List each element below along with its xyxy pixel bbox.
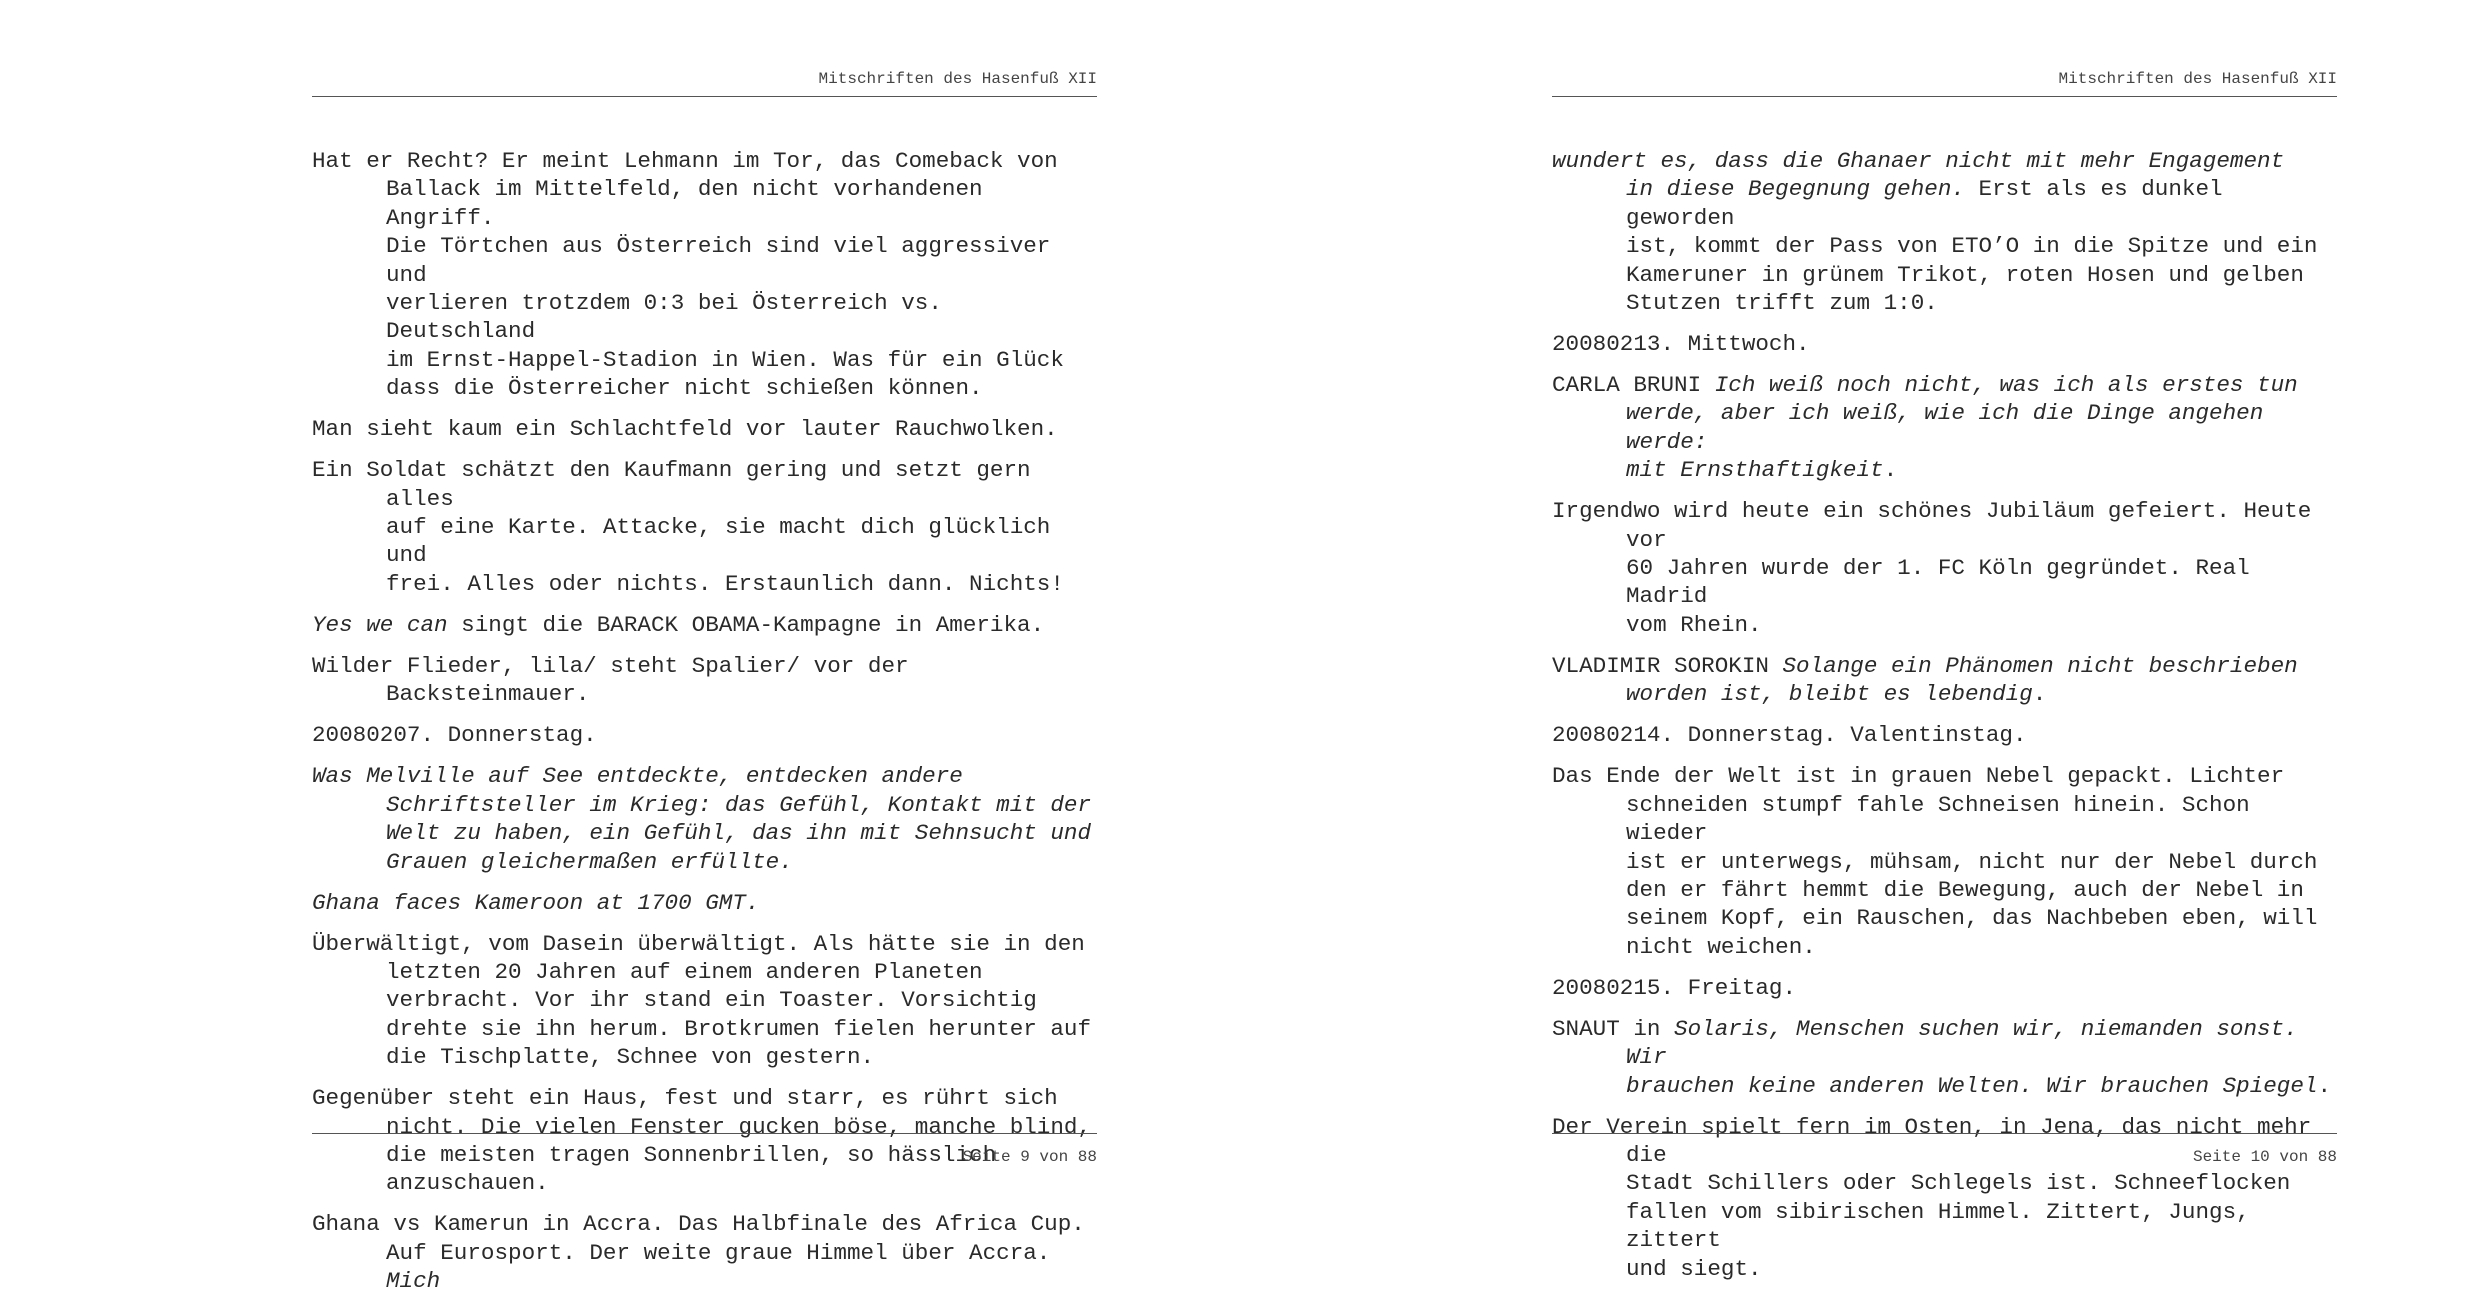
italic-text: Ghana faces Kameroon at 1700 GMT. bbox=[312, 889, 760, 916]
text-line: Gegenüber steht ein Haus, fest und starr, es rührt sich bbox=[312, 1085, 1058, 1112]
text-line: seinem Kopf, ein Rauschen, das Nachbeben eben, will bbox=[1626, 905, 2318, 932]
paragraph bbox=[1552, 497, 2337, 639]
page-footer: Seite 9 von 88 bbox=[312, 1133, 1097, 1166]
text-line: VLADIMIR SOROKIN bbox=[1552, 652, 1783, 679]
text-line: Stadt Schillers oder Schlegels ist. Schneeflocken bbox=[1626, 1170, 2291, 1197]
text-line: ist er unterwegs, mühsam, nicht nur der Nebel durch bbox=[1626, 848, 2318, 875]
text-line: . bbox=[2032, 681, 2047, 708]
paragraph bbox=[1552, 652, 2337, 709]
text-line: 20080207. Donnerstag. bbox=[312, 722, 597, 749]
text-line: Überwältigt, vom Dasein überwältigt. Als hätte sie in den bbox=[312, 930, 1085, 957]
text-line: Man sieht kaum ein Schlachtfeld vor lauter Rauchwolken. bbox=[312, 416, 1058, 443]
text-line: singt die BARACK OBAMA-Kampagne in Amerika. bbox=[447, 611, 1045, 638]
italic-text: Solaris, Menschen suchen wir, niemanden sonst. Wir bbox=[1626, 1015, 2298, 1071]
text-line: Wilder Flieder, lila/ steht Spalier/ vor der Backsteinmauer. bbox=[312, 652, 909, 708]
paragraph bbox=[1552, 762, 2337, 961]
paragraph bbox=[1552, 371, 2337, 485]
text-line: den er fährt hemmt die Bewegung, auch der Nebel in bbox=[1626, 876, 2304, 903]
text-line: drehte sie ihn herum. Brotkrumen fielen herunter auf bbox=[386, 1015, 1092, 1042]
text-line: 20080215. Freitag. bbox=[1552, 974, 1797, 1001]
paragraph bbox=[312, 721, 1097, 749]
text-line: verlieren trotzdem 0:3 bei Österreich vs. Deutschland bbox=[386, 290, 942, 345]
text-line: ist, kommt der Pass von ETO’O in die Spitze und ein bbox=[1626, 233, 2318, 260]
text-line: anzuschauen. bbox=[386, 1170, 549, 1197]
text-line: Auf Eurosport. Der weite graue Himmel über Accra. bbox=[386, 1239, 1051, 1266]
text-line: auf eine Karte. Attacke, sie macht dich glücklich und bbox=[386, 514, 1051, 569]
page-body bbox=[1552, 147, 2337, 1296]
text-line: Ghana vs Kamerun in Accra. Das Halbfinale des Africa Cup. bbox=[312, 1211, 1085, 1238]
paragraph bbox=[312, 762, 1097, 876]
italic-text: Welt zu haben, ein Gefühl, das ihn mit Sehnsucht und bbox=[386, 820, 1092, 847]
paragraph bbox=[1552, 721, 2337, 749]
running-header: Mitschriften des Hasenfuß XII bbox=[312, 70, 1097, 97]
italic-text: werde, aber ich weiß, wie ich die Dinge angehen werde: bbox=[1626, 400, 2264, 455]
text-line: Irgendwo wird heute ein schönes Jubiläum gefeiert. Heute vor bbox=[1552, 498, 2312, 553]
italic-text: Schriftsteller im Krieg: das Gefühl, Kontakt mit der bbox=[386, 791, 1092, 818]
paragraph bbox=[1552, 330, 2337, 358]
text-line: schneiden stumpf fahle Schneisen hinein. Schon wieder bbox=[1626, 791, 2250, 847]
text-line: frei. Alles oder nichts. Erstaunlich dann. Nichts! bbox=[386, 570, 1064, 597]
text-line: letzten 20 Jahren auf einem anderen Planeten bbox=[386, 958, 983, 985]
text-line: . bbox=[2317, 1072, 2332, 1099]
text-line: Stutzen trifft zum 1:0. bbox=[1626, 290, 1938, 317]
italic-text: Ich weiß noch nicht, was ich als erstes tun bbox=[1714, 372, 2298, 399]
running-header: Mitschriften des Hasenfuß XII bbox=[1552, 70, 2337, 97]
text-line: . bbox=[1883, 457, 1898, 484]
text-line: 20080214. Donnerstag. Valentinstag. bbox=[1552, 722, 2027, 749]
text-line: SNAUT in bbox=[1552, 1015, 1675, 1042]
italic-text: Grauen gleichermaßen erfüllte. bbox=[386, 848, 793, 875]
italic-text: brauchen keine anderen Welten. Wir brauchen Spiegel bbox=[1626, 1072, 2318, 1099]
paragraph bbox=[1552, 974, 2337, 1002]
text-line: und siegt. bbox=[1626, 1255, 1762, 1282]
text-line: die Tischplatte, Schnee von gestern. bbox=[386, 1044, 875, 1071]
text-line: 60 Jahren wurde der 1. FC Köln gegründet. Real Madrid bbox=[1626, 555, 2250, 610]
text-line: verbracht. Vor ihr stand ein Toaster. Vorsichtig bbox=[386, 987, 1037, 1014]
italic-text: Yes we can bbox=[312, 611, 448, 638]
italic-text: mit Ernsthaftigkeit bbox=[1626, 457, 1884, 484]
paragraph bbox=[312, 415, 1097, 443]
paragraph bbox=[1552, 1015, 2337, 1100]
text-line: Kameruner in grünem Trikot, roten Hosen und gelben bbox=[1626, 261, 2304, 288]
paragraph bbox=[1552, 147, 2337, 317]
italic-text: worden ist, bleibt es lebendig bbox=[1626, 681, 2033, 708]
paragraph bbox=[312, 1210, 1097, 1295]
italic-text: in diese Begegnung gehen. bbox=[1626, 176, 1965, 203]
text-line: Der Verein spielt fern im Osten, in Jena, das nicht mehr die bbox=[1552, 1113, 2312, 1168]
text-line: 20080213. Mittwoch. bbox=[1552, 331, 1810, 358]
text-line: fallen vom sibirischen Himmel. Zittert, Jungs, zittert bbox=[1626, 1198, 2250, 1254]
text-line: vom Rhein. bbox=[1626, 611, 1762, 638]
italic-text: Was Melville auf See entdeckte, entdecken andere bbox=[312, 763, 963, 790]
text-line: nicht. Die vielen Fenster gucken böse, manche blind, bbox=[386, 1113, 1092, 1140]
paragraph bbox=[312, 930, 1097, 1072]
text-line: Erst als es dunkel geworden bbox=[1626, 176, 2223, 231]
italic-text: Solange ein Phänomen nicht beschrieben bbox=[1782, 652, 2298, 679]
text-line: die meisten tragen Sonnenbrillen, so hässlich bbox=[386, 1141, 997, 1168]
text-line: Die Törtchen aus Österreich sind viel aggressiver und bbox=[386, 233, 1051, 288]
italic-text: Mich bbox=[386, 1268, 441, 1295]
text-line: im Ernst-Happel-Stadion in Wien. Was für ein Glück bbox=[386, 346, 1064, 373]
text-line: Ein Soldat schätzt den Kaufmann gering und setzt gern alles bbox=[312, 457, 1031, 512]
text-line: nicht weichen. bbox=[1626, 933, 1816, 960]
page-footer: Seite 10 von 88 bbox=[1552, 1133, 2337, 1166]
left-page bbox=[312, 0, 1097, 1295]
paragraph bbox=[312, 889, 1097, 917]
text-line: Das Ende der Welt ist in grauen Nebel gepackt. Lichter bbox=[1552, 763, 2285, 790]
text-line: dass die Österreicher nicht schießen können. bbox=[386, 375, 983, 402]
paragraph bbox=[312, 652, 1097, 709]
paragraph bbox=[312, 147, 1097, 403]
italic-text: wundert es, dass die Ghanaer nicht mit mehr Engagement bbox=[1552, 148, 2285, 174]
paragraph bbox=[312, 456, 1097, 598]
right-page bbox=[1552, 0, 2337, 1282]
text-line: Hat er Recht? Er meint Lehmann im Tor, das Comeback von bbox=[312, 148, 1058, 174]
text-line: CARLA BRUNI bbox=[1552, 372, 1715, 399]
text-line: Ballack im Mittelfeld, den nicht vorhandenen Angriff. bbox=[386, 176, 983, 231]
paragraph bbox=[312, 611, 1097, 639]
